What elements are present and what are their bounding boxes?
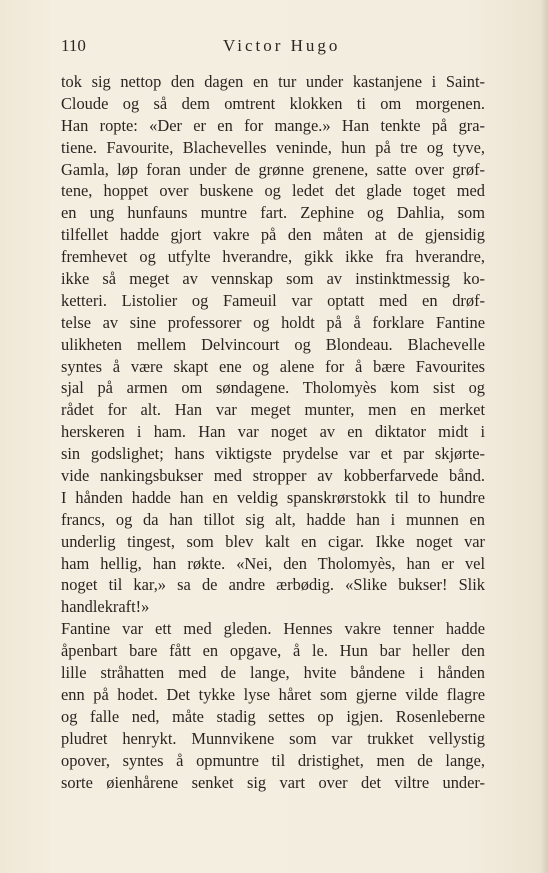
- text-line: noget til kar,» sa de andre ærbødig. «Slike bukser! Slik: [61, 575, 485, 595]
- text-line: I hånden hadde han en veldig spanskrørstokk til to hundre: [61, 487, 485, 507]
- text-line: tok sig nettop den dagen en tur under kastanjene i Saint-: [61, 72, 485, 91]
- body-text: [61, 71, 485, 793]
- text-line: rådet for alt. Han var meget munter, men en merket: [61, 400, 485, 420]
- text-line: tilfellet hadde gjort vakre på den måten at de gjensidig: [61, 225, 485, 245]
- text-line: pludret henrykt. Munnvikene som var trukket vellystig: [61, 728, 485, 748]
- text-line: telse av sine professorer og holdt på å forklare Fantine: [61, 312, 485, 332]
- text-line: sorte øienhårene senket sig vart over det viltre under-: [61, 772, 485, 792]
- text-line: tiene. Favourite, Blachevelles veninde, hun på tre og tyve,: [61, 137, 485, 157]
- running-title: Victor Hugo: [223, 36, 341, 55]
- page-edge-shadow: [540, 0, 548, 873]
- text-line: enn på hodet. Det tykke lyse håret som gjerne vilde flagre: [61, 684, 485, 704]
- text-line: lille stråhatten med de lange, hvite båndene i hånden: [61, 663, 485, 683]
- text-line: opover, syntes å opmuntre til dristighet, men de lange,: [61, 750, 485, 770]
- text-line: ketteri. Listolier og Fameuil var optatt med en drøf-: [61, 290, 485, 310]
- page-header: [61, 36, 481, 60]
- text-line: syntes å være skapt ene og alene for å bære Favourites: [61, 356, 485, 376]
- text-line: francs, og da han tillot sig alt, hadde han i munnen en: [61, 509, 485, 529]
- text-line: ham hellig, han røkte. «Nei, den Tholomyès, han er vel: [61, 553, 485, 573]
- text-line: sin godslighet; hans viktigste prydelse var et par skjørte-: [61, 444, 485, 464]
- text-line: åpenbart bare fått en opgave, å le. Hun bar heller den: [61, 641, 485, 661]
- text-line: handlekraft!»: [61, 597, 150, 617]
- text-line: tene, hoppet over buskene og ledet det glade toget med: [61, 181, 485, 201]
- text-line: en ung hunfauns muntre fart. Zephine og Dahlia, som: [61, 203, 485, 223]
- text-line: sjal på armen om søndagene. Tholomyès kom sist og: [61, 378, 485, 398]
- text-line: vide nankingsbukser med stropper av kobberfarvede bånd.: [61, 466, 485, 486]
- text-line: ulikheten mellem Delvincourt og Blondeau. Blachevelle: [61, 334, 485, 354]
- page-number: 110: [61, 36, 86, 55]
- text-line: ikke så meget av vennskap som av instinktmessig ko-: [61, 269, 485, 289]
- text-line: Gamla, løp foran under de grønne grenene, satte over grøf-: [61, 159, 485, 179]
- text-line: Han ropte: «Der er en for mange.» Han tenkte på gra-: [61, 115, 485, 135]
- text-line: Fantine var ett med gleden. Hennes vakre tenner hadde: [61, 619, 485, 639]
- text-line: og falle ned, måte stadig settes op igjen. Rosenleberne: [61, 706, 485, 726]
- text-line: underlig tingest, som blev kalt en cigar. Ikke noget var: [61, 531, 485, 551]
- text-line: herskeren i ham. Han var noget av en diktator midt i: [61, 422, 485, 442]
- text-line: Cloude og så dem omtrent klokken ti om morgenen.: [61, 93, 485, 113]
- text-line: fremhevet og utfylte hverandre, gikk ikke fra hverandre,: [61, 247, 485, 267]
